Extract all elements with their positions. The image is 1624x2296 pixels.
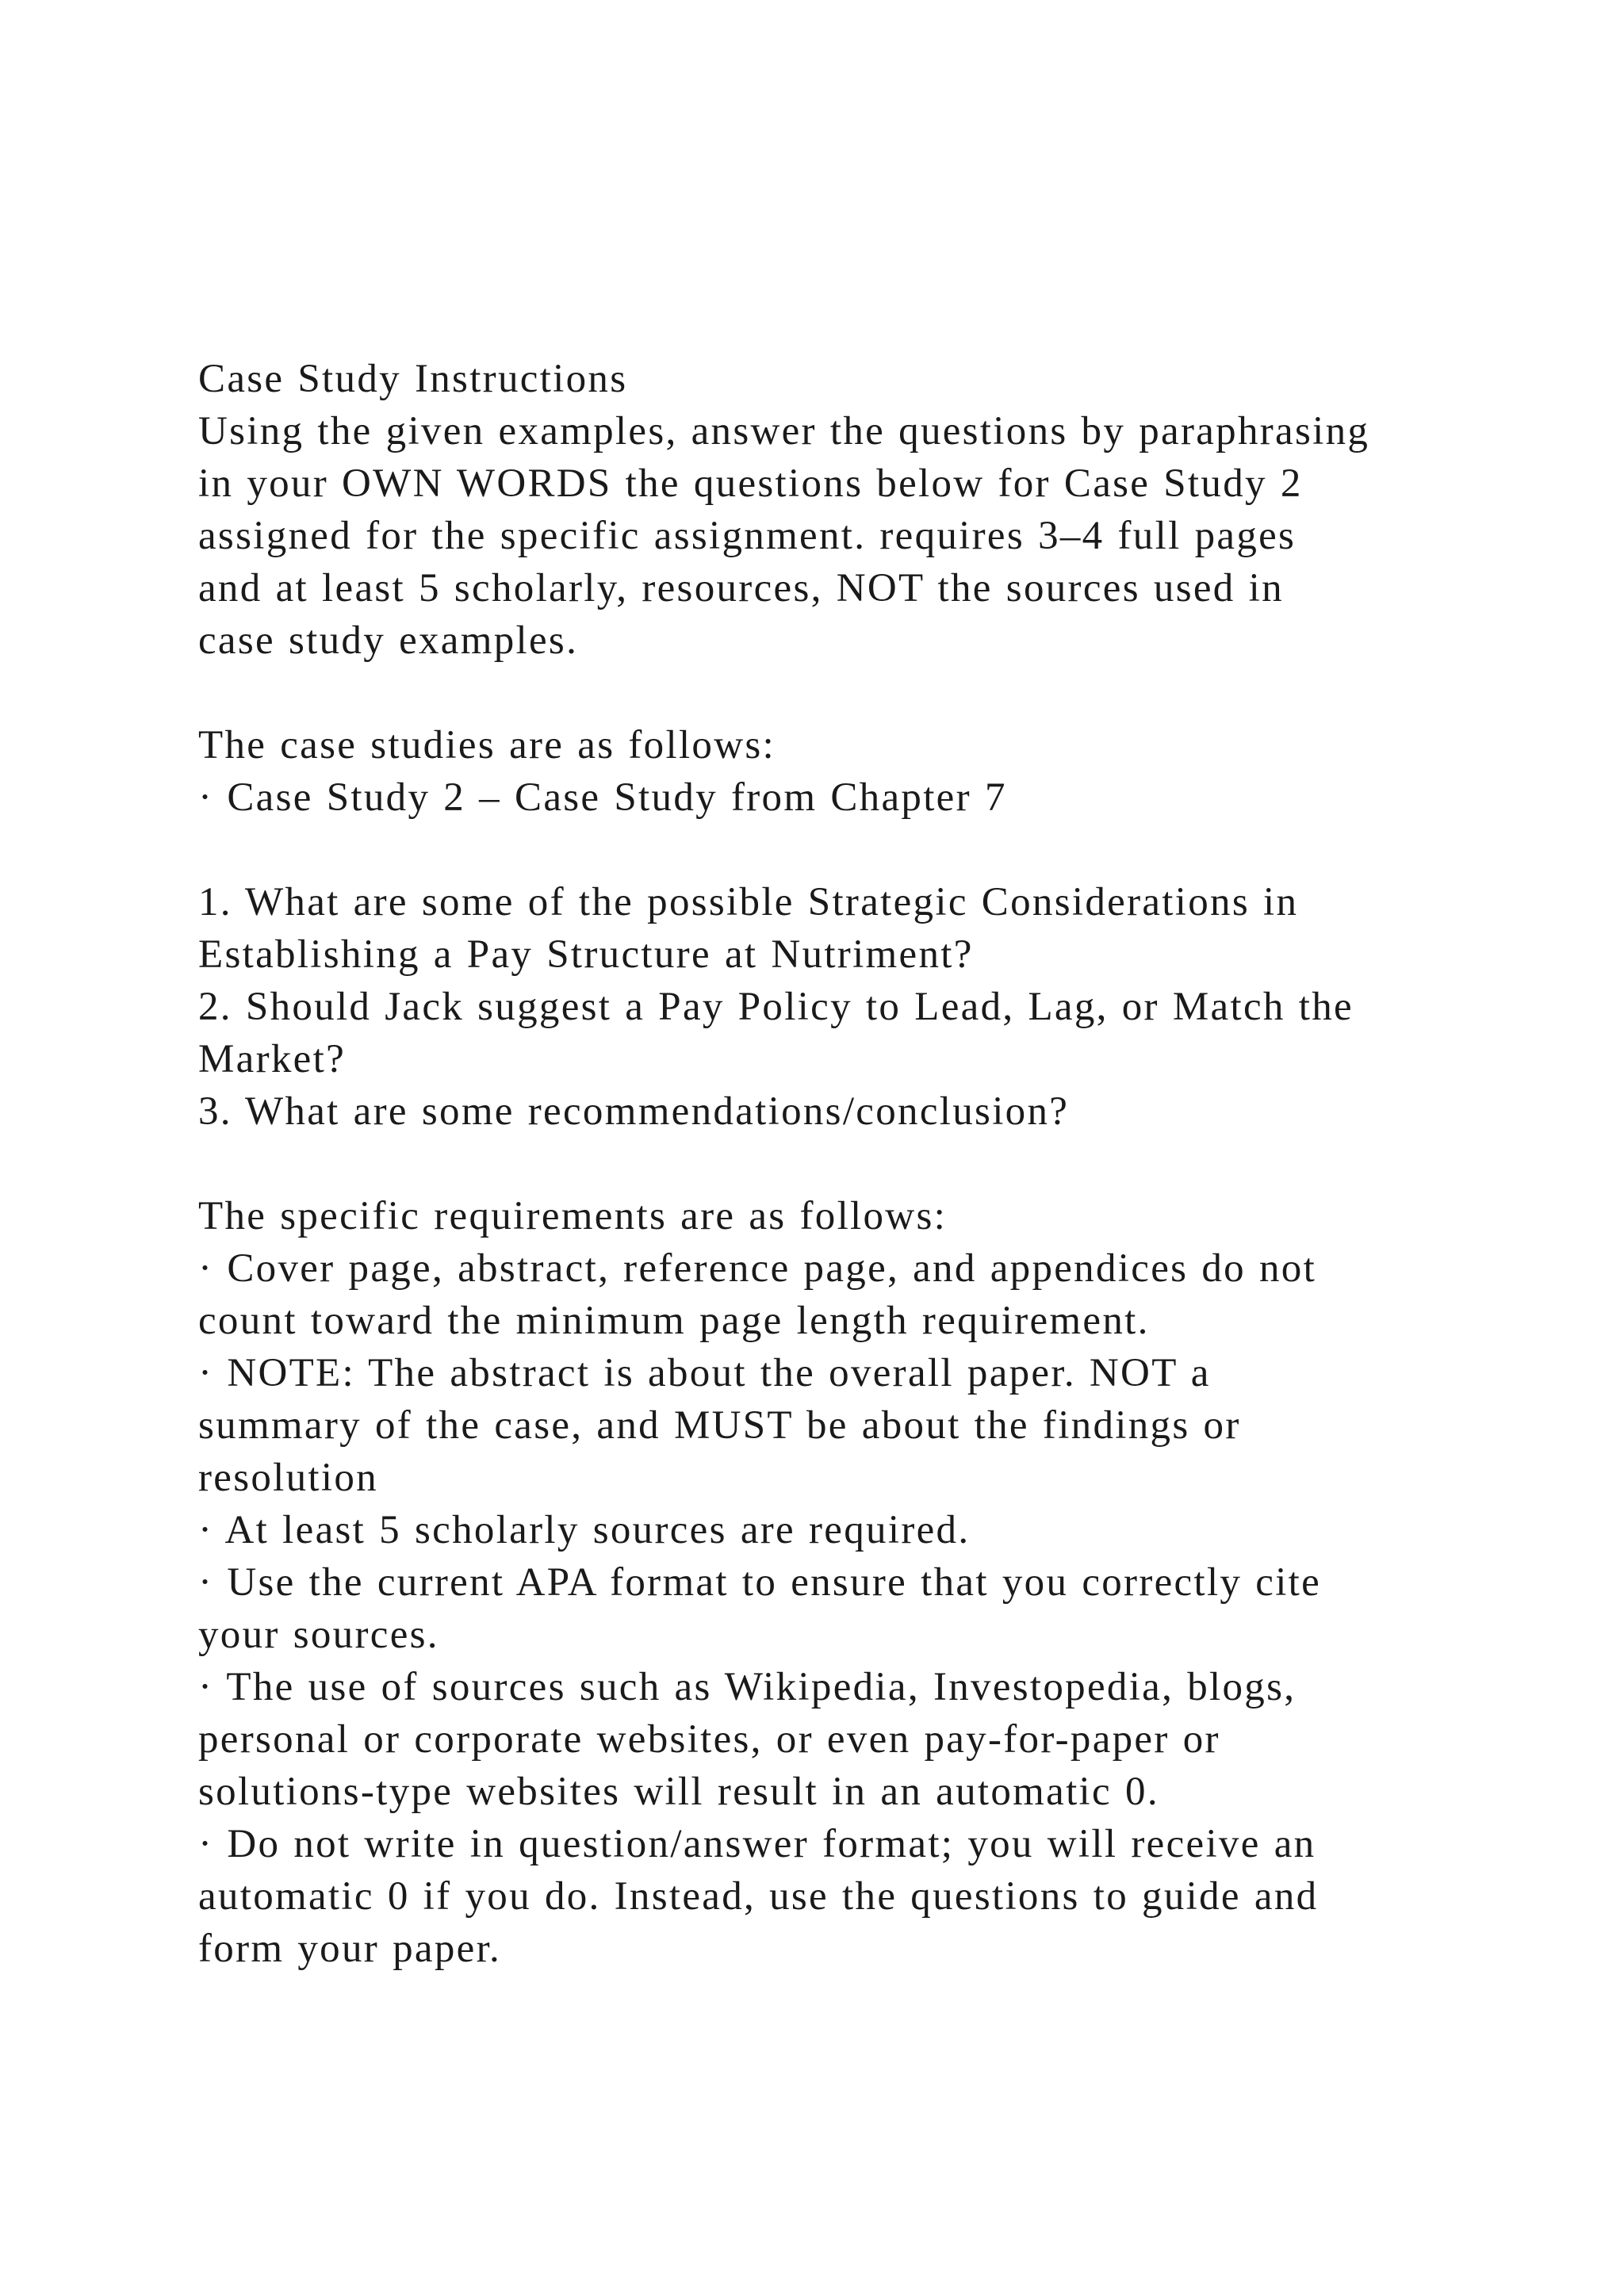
requirement-line: resolution bbox=[198, 1456, 378, 1500]
requirement-line: · At least 5 scholarly sources are required. bbox=[198, 1508, 971, 1552]
paragraph-spacer bbox=[198, 1138, 1546, 1190]
requirement-line: solutions-type websites will result in an automatic 0. bbox=[198, 1770, 1159, 1814]
requirement-line: · The use of sources such as Wikipedia, Investopedia, blogs, bbox=[198, 1665, 1297, 1709]
document-body bbox=[198, 353, 1546, 1975]
requirement-line: · Use the current APA format to ensure that you correctly cite bbox=[198, 1560, 1322, 1605]
case-study-item: · Case Study 2 – Case Study from Chapter 7 bbox=[198, 775, 1007, 820]
requirement-line: · NOTE: The abstract is about the overall paper. NOT a bbox=[198, 1351, 1211, 1395]
document-title: Case Study Instructions bbox=[198, 357, 628, 401]
requirement-line: count toward the minimum page length requirement. bbox=[198, 1299, 1150, 1343]
intro-line: in your OWN WORDS the questions below for Case Study 2 bbox=[198, 461, 1303, 506]
intro-line: Using the given examples, answer the questions by paraphrasing bbox=[198, 409, 1370, 453]
requirement-line: automatic 0 if you do. Instead, use the questions to guide and bbox=[198, 1874, 1319, 1919]
case-studies-heading: The case studies are as follows: bbox=[198, 723, 776, 767]
requirements-heading: The specific requirements are as follows: bbox=[198, 1194, 948, 1238]
requirement-line: form your paper. bbox=[198, 1927, 502, 1971]
intro-line: case study examples. bbox=[198, 618, 579, 663]
paragraph-spacer bbox=[198, 824, 1546, 876]
question-line: Market? bbox=[198, 1037, 347, 1081]
intro-line: and at least 5 scholarly, resources, NOT the sources used in bbox=[198, 566, 1284, 610]
requirement-line: summary of the case, and MUST be about the findings or bbox=[198, 1403, 1241, 1448]
requirement-line: · Cover page, abstract, reference page, and appendices do not bbox=[198, 1246, 1317, 1291]
question-line: 1. What are some of the possible Strategic Considerations in bbox=[198, 880, 1299, 924]
paragraph-spacer bbox=[198, 667, 1546, 719]
requirement-line: personal or corporate websites, or even pay-for-paper or bbox=[198, 1717, 1220, 1762]
question-line: Establishing a Pay Structure at Nutriment? bbox=[198, 932, 974, 977]
question-line: 2. Should Jack suggest a Pay Policy to Lead, Lag, or Match the bbox=[198, 985, 1354, 1029]
requirement-line: · Do not write in question/answer format; you will receive an bbox=[198, 1822, 1316, 1866]
question-line: 3. What are some recommendations/conclusion? bbox=[198, 1089, 1070, 1134]
requirement-line: your sources. bbox=[198, 1613, 439, 1657]
intro-line: assigned for the specific assignment. requires 3–4 full pages bbox=[198, 514, 1297, 558]
